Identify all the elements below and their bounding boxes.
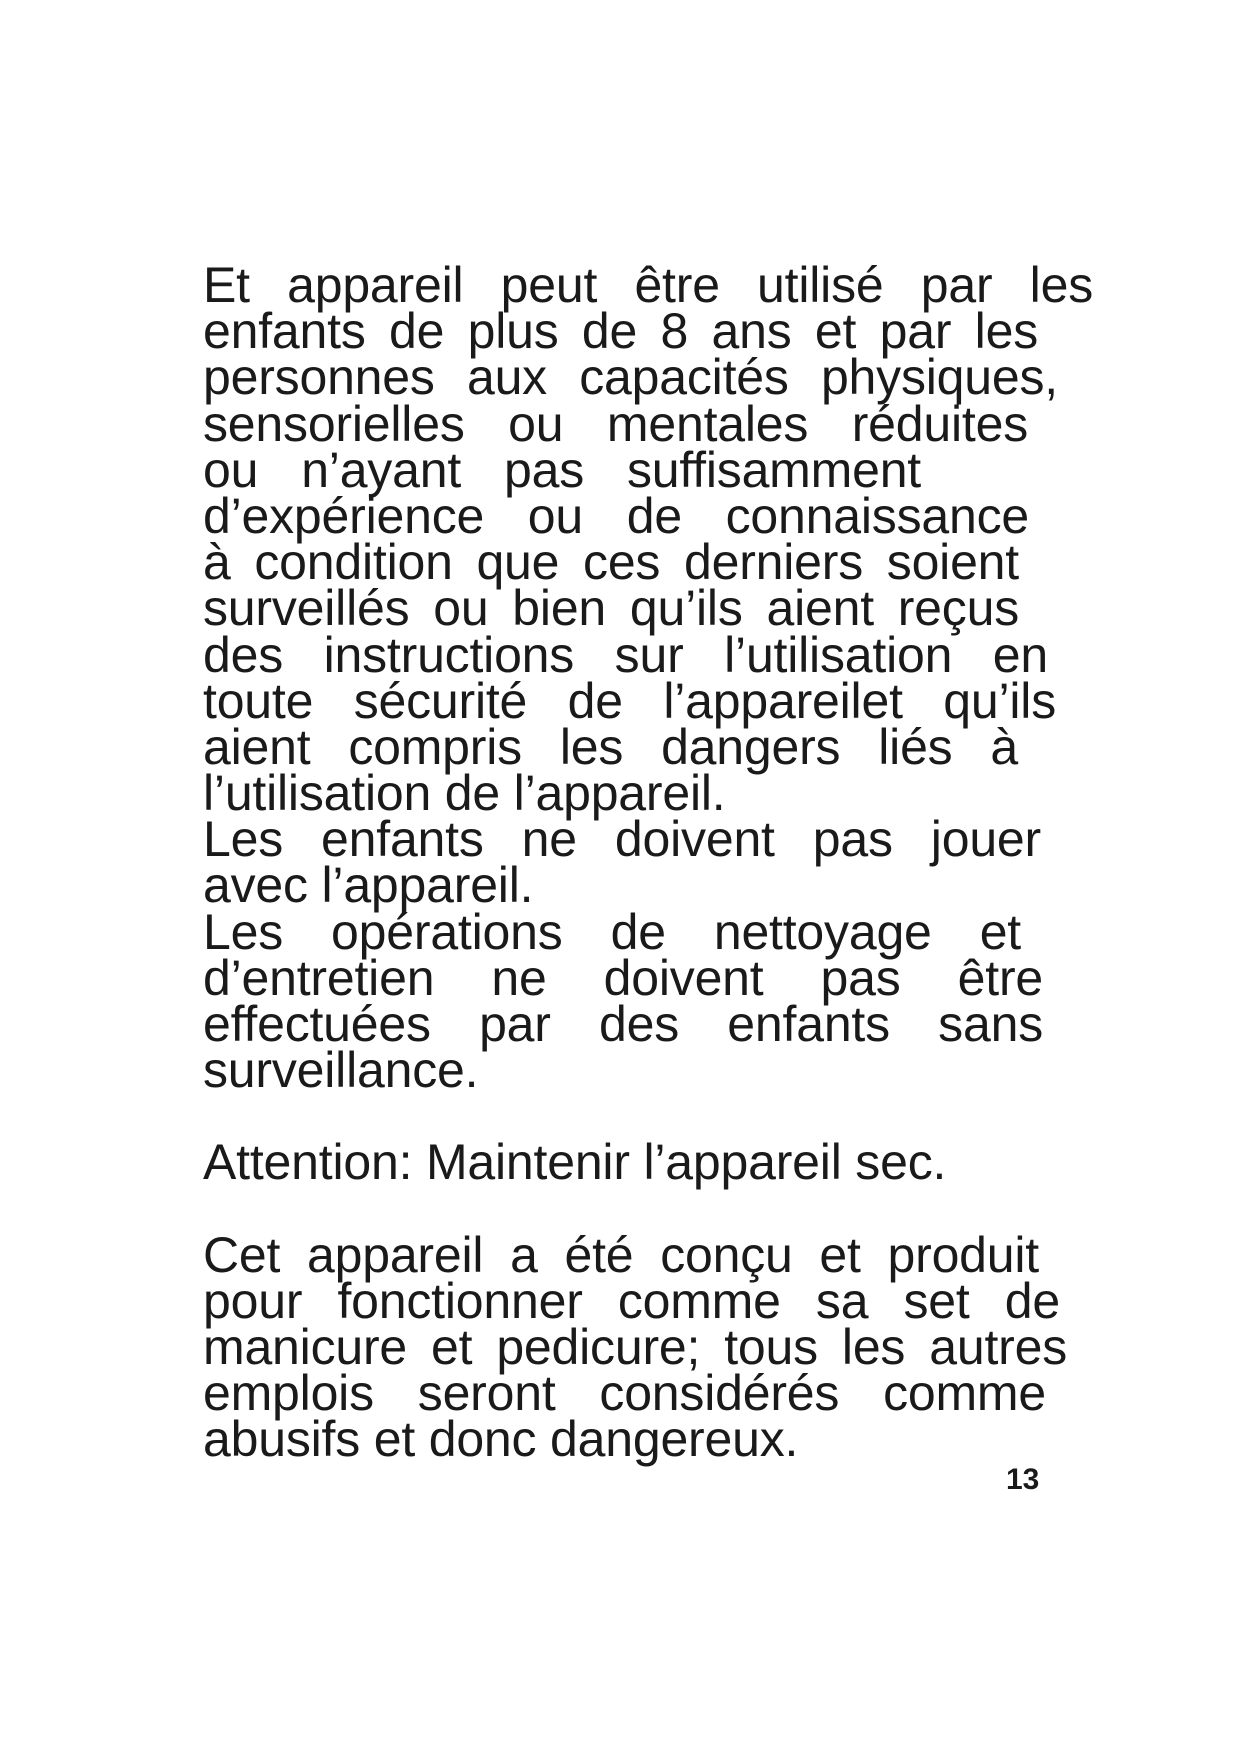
- text-line: avec l’appareil.: [203, 857, 534, 914]
- text-line: surveillés ou bien qu’ils aient reçus: [203, 580, 1019, 637]
- text-line: à condition que ces derniers soient: [203, 534, 1019, 591]
- text-line: emplois seront considérés comme: [203, 1365, 1046, 1422]
- text-line: abusifs et donc dangereux.: [203, 1411, 799, 1468]
- page-number: 13: [1006, 1463, 1040, 1496]
- text-line: effectuées par des enfants sans: [203, 996, 1043, 1052]
- text-line: Et appareil peut être utilisé par les: [203, 257, 1093, 313]
- text-line: Les enfants ne doivent pas jouer: [203, 811, 1041, 868]
- body-text: [203, 257, 1093, 1468]
- text-line: d’expérience ou de connaissance: [203, 487, 1029, 544]
- text-line: enfants de plus de 8 ans et par les: [203, 303, 1038, 360]
- paragraph-intended-use: [203, 1226, 1093, 1468]
- text-line: toute sécurité de l’appareilet qu’ils: [203, 672, 1056, 729]
- paragraph-child-safety: [203, 257, 1093, 1099]
- text-line: aient compris les dangers liés à: [203, 718, 1018, 775]
- text-line: personnes aux capacités physiques,: [203, 349, 1058, 406]
- text-line: surveillance.: [203, 1042, 479, 1099]
- text-line: ou n’ayant pas suffisamment: [203, 441, 921, 498]
- text-line: Les opérations de nettoyage et: [203, 903, 1021, 960]
- text-line: manicure et pedicure; tous les autres: [203, 1318, 1067, 1375]
- text-line: des instructions sur l’utilisation en: [203, 626, 1048, 683]
- text-line: l’utilisation de l’appareil.: [203, 765, 726, 822]
- attention-notice: Attention: Maintenir l’appareil sec.: [203, 1134, 947, 1191]
- text-line: d’entretien ne doivent pas être: [203, 949, 1043, 1006]
- text-line: pour fonctionner comme sa set de: [203, 1272, 1060, 1329]
- text-line: sensorielles ou mentales réduites: [203, 395, 1028, 452]
- text-line: Cet appareil a été conçu et produit: [203, 1226, 1039, 1283]
